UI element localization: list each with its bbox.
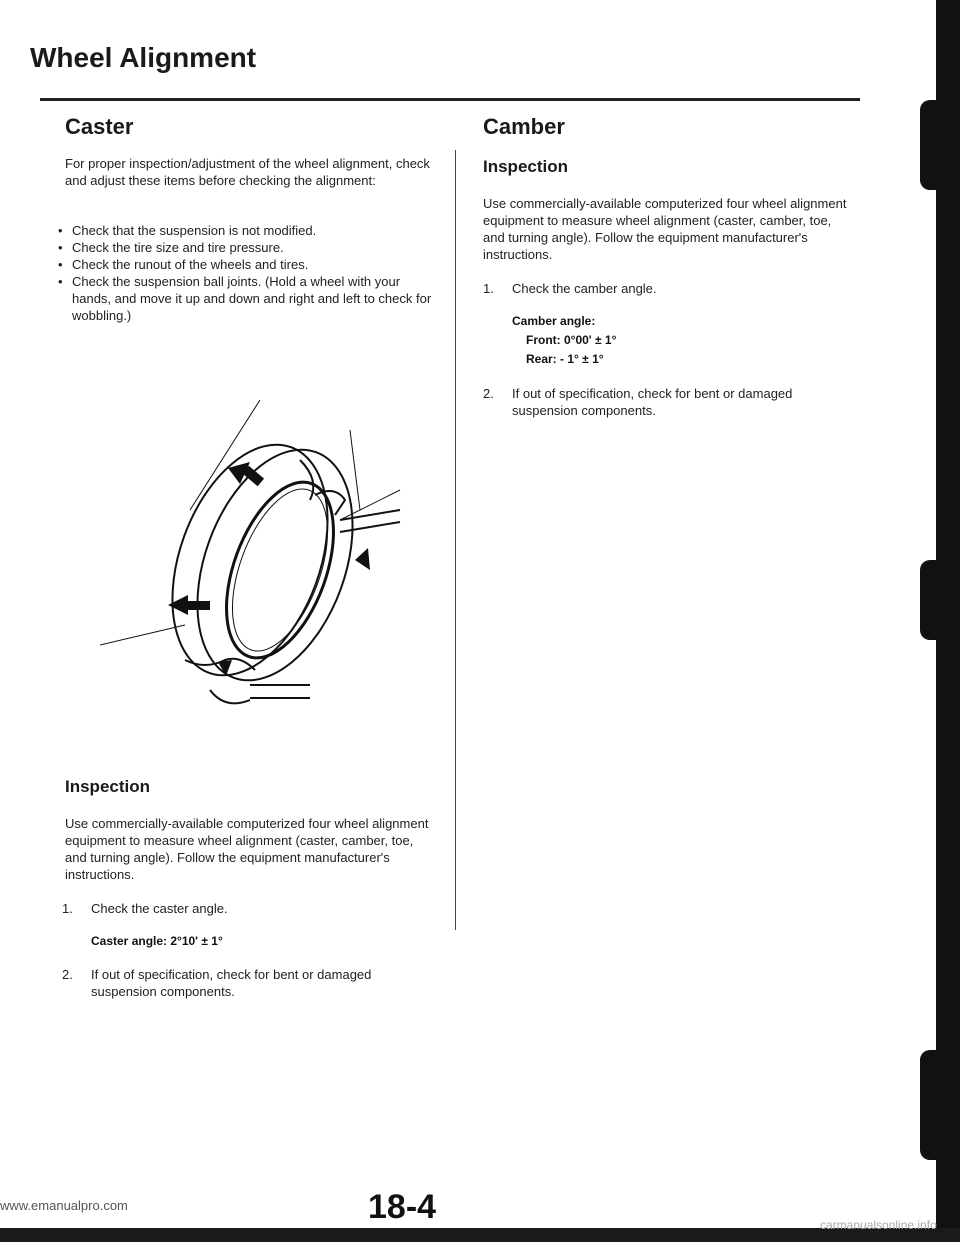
watermark-left: www.emanualpro.com	[0, 1198, 128, 1213]
section-tab	[920, 560, 940, 640]
section-tab	[920, 1050, 940, 1160]
list-item: • Check that the suspension is not modified.	[58, 223, 317, 238]
caster-intro: For proper inspection/adjustment of the wheel alignment, check and adjust these items before checking the alignment:	[65, 156, 430, 188]
camber-rear-spec: Rear: - 1° ± 1°	[526, 352, 604, 366]
bottom-band	[0, 1228, 960, 1242]
caster-angle-spec: Caster angle: 2°10' ± 1°	[91, 934, 223, 948]
list-item: • Check the tire size and tire pressure.	[58, 240, 284, 255]
camber-heading: Camber	[483, 114, 565, 139]
camber-step-1: 1. Check the camber angle.	[483, 281, 657, 296]
watermark-right: carmanualsonline.info	[820, 1218, 937, 1232]
caster-step-2: 2. If out of specification, check for bent or damaged suspension components.	[62, 967, 372, 999]
camber-front-spec: Front: 0°00' ± 1°	[526, 333, 617, 347]
camber-inspection-heading: Inspection	[483, 157, 569, 176]
page-number: 18-4	[368, 1188, 437, 1226]
list-item: • Check the runout of the wheels and tires.	[58, 257, 309, 272]
title-rule	[40, 98, 860, 101]
section-tab	[920, 100, 940, 190]
column-divider	[455, 150, 456, 930]
list-item: • Check the suspension ball joints. (Hold a wheel with your hands, and move it up and down and right and left to check for wobbling.)	[58, 274, 432, 323]
caster-checklist	[58, 222, 433, 324]
caster-inspection-heading: Inspection	[65, 777, 151, 796]
camber-inspection-intro: Use commercially-available computerized four wheel alignment equipment to measure wheel alignment (caster, camber, toe, and turning angle). Follow the equipment manufacturer's instructions.	[483, 196, 847, 262]
caster-step-1: 1. Check the caster angle.	[62, 901, 228, 916]
caster-heading: Caster	[65, 114, 134, 139]
camber-angle-label: Camber angle:	[512, 314, 596, 328]
camber-step-2: 2. If out of specification, check for bent or damaged suspension components.	[483, 386, 793, 418]
wheel-wobble-illustration	[100, 400, 440, 710]
page-title: Wheel Alignment	[30, 42, 257, 73]
caster-inspection-intro: Use commercially-available computerized four wheel alignment equipment to measure wheel alignment (caster, camber, toe, and turning angle). Follow the equipment manufacturer's instructions.	[65, 816, 429, 882]
